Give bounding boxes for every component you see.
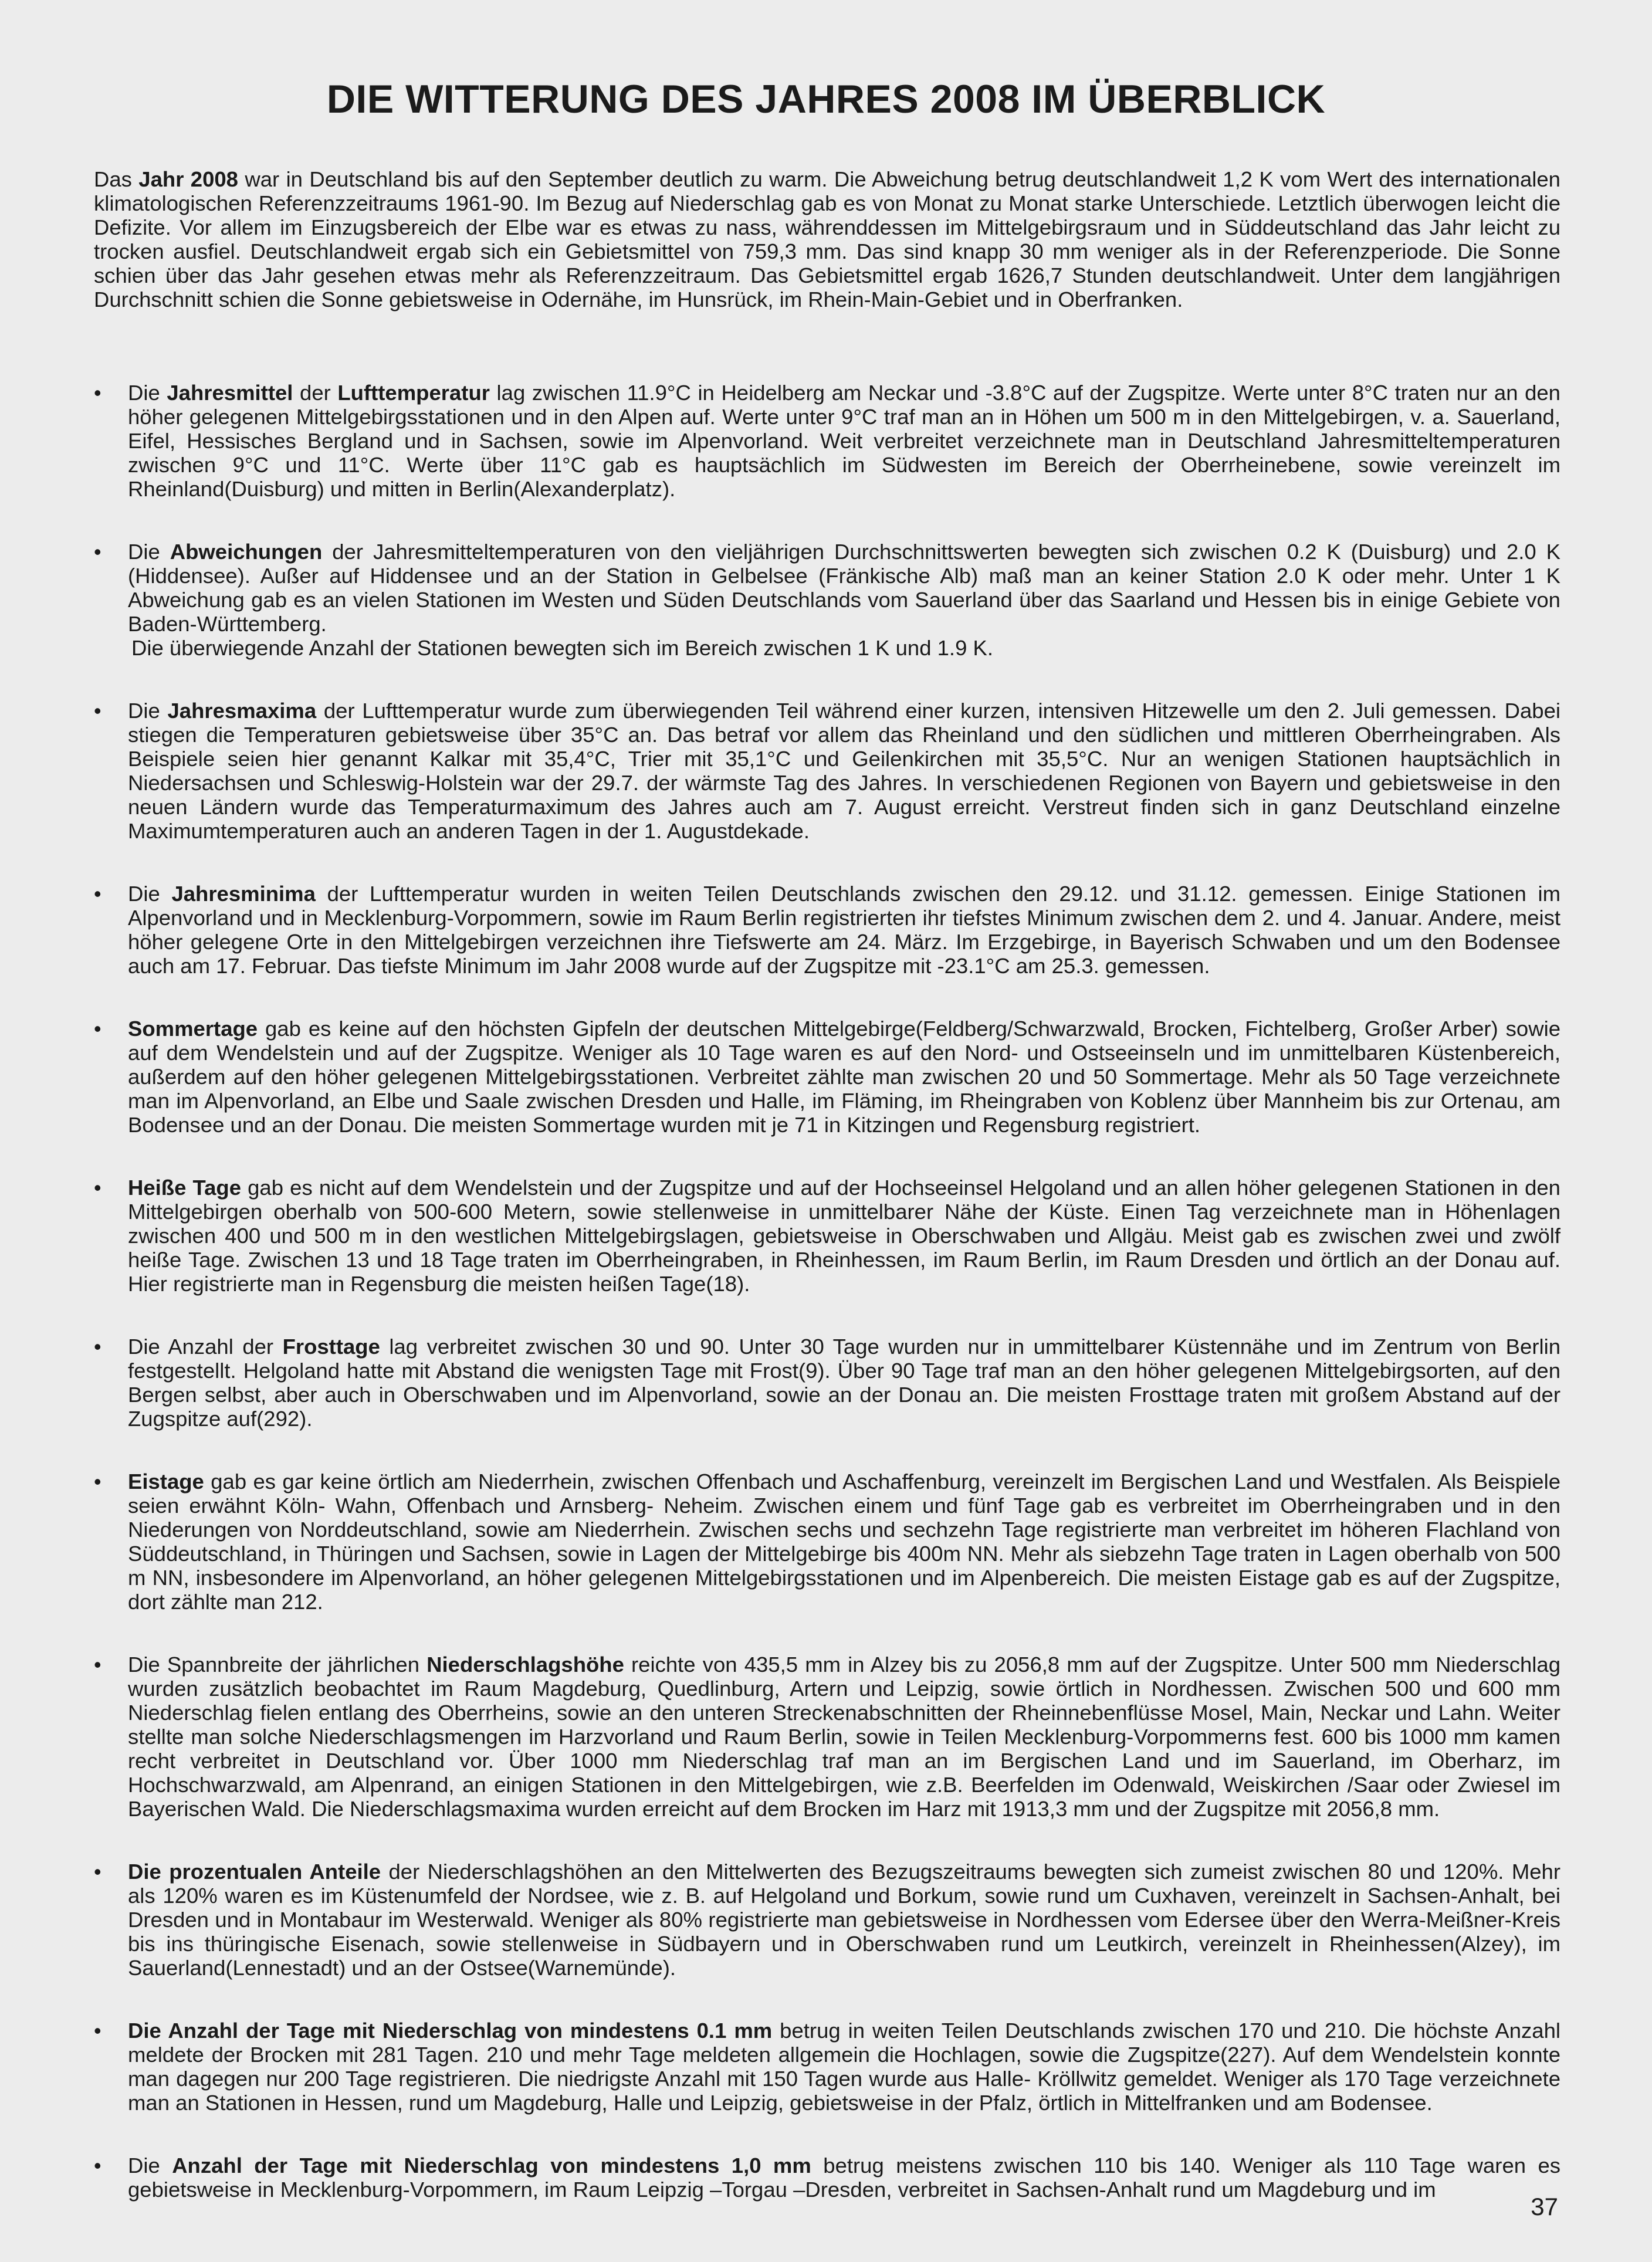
bullet-icon: • [94,1469,101,1494]
item-text: lag verbreitet zwischen 30 und 90. Unter 30 Tage wurden nur in ummittelbarer Küstennähe und im Zentrum von Berlin festgestellt. Helgoland hatte mit Abstand die wenigsten Tage mit Frost(9). Über 90 Tage traf man an den höher gelegenen Mittelgebirgsorten, auf den Bergen selbst, aber auch in Oberschwaben und im Alpenvorland, sowie an der Donau an. Die meisten Frosttage traten mit großem Abstand auf der Zugspitze auf(292). [128,1335,1560,1431]
item-bold: Frosttage [282,1335,380,1359]
intro-text-pre: Das [94,167,139,191]
item-text: gab es nicht auf dem Wendelstein und der Zugspitze und auf der Hochseeinsel Helgoland und an allen höher gelegenen Stationen in den Mittelgebirgen oberhalb von 500-600 Metern, sowie stellenweise in unmittelbarer Nähe der Küste. Einen Tag verzeichnete man in Höhenlagen zwischen 400 und 500 m in den westlichen Mittelgebirgslagen, gebietsweise in Oberschwaben und Allgäu. Meist gab es zwischen zwei und zwölf heiße Tage. Zwischen 13 und 18 Tage traten im Oberrheingraben, in Rheinhessen, im Raum Berlin, im Raum Dresden und örtlich an der Donau auf. Hier registrierte man in Regensburg die meisten heißen Tage(18). [128,1176,1560,1296]
page-number: 37 [1531,2193,1558,2220]
list-item-jahresminima [94,882,1560,978]
item-text: der Jahresmitteltemperaturen von den vieljährigen Durchschnittswerten bewegten sich zwischen 0.2 K (Duisburg) und 2.0 K (Hiddensee). Außer auf Hiddensee und an der Station in Gelbelsee (Fränkische Alb) maß man an keiner Station 2.0 K oder mehr. Unter 1 K Abweichung gab es an vielen Stationen im Westen und Süden Deutschlands vom Sauerland über das Saarland und Hessen bis in einige Gebiete von Baden-Württemberg. [128,540,1560,636]
item-bold: Niederschlagshöhe [426,1653,624,1677]
list-item-tage-niederschlag-10 [94,2153,1560,2202]
item-text: betrug meistens zwischen 110 bis 140. Weniger als 110 Tage waren es gebietsweise in Mecklenburg-Vorpommern, im Raum Leipzig –Torgau –Dresden, verbreitet in Sachsen-Anhalt rund um Magdeburg und im [128,2153,1561,2202]
item-bold: Abweichungen [170,540,323,564]
bullet-icon: • [94,2019,101,2043]
list-item-eistage [94,1469,1560,1614]
item-bold: Die prozentualen Anteile [128,1860,381,1884]
item-text-pre: Die [128,699,168,723]
item-text-pre: Die [128,381,167,405]
item-text: gab es keine auf den höchsten Gipfeln der deutschen Mittelgebirge(Feldberg/Schwarzwald, Brocken, Fichtelberg, Großer Arber) sowie auf dem Wendelstein und auf der Zugspitze. Weniger als 10 Tage waren es auf den Nord- und Ostseeinseln und im unmittelbaren Küstenbereich, außerdem auf den höher gelegenen Mittelgebirgsstationen. Verbreitet zählte man zwischen 20 und 50 Sommertage. Mehr als 50 Tage verzeichnete man im Alpenvorland, an Elbe und Saale zwischen Dresden und Halle, im Fläming, im Rheingraben von Koblenz über Mannheim bis zur Ortenau, am Bodensee und an der Donau. Die meisten Sommertage wurden mit je 71 in Kitzingen und Regensburg registriert. [128,1017,1560,1137]
item-bold: Die Anzahl der Tage mit Niederschlag von mindestens 0.1 mm [128,2019,773,2043]
document-body [94,167,1560,2240]
bullet-icon: • [94,381,101,405]
bullet-icon: • [94,699,101,723]
list-item-jahresmaxima [94,699,1560,843]
intro-text: war in Deutschland bis auf den September deutlich zu warm. Die Abweichung betrug deutschlandweit 1,2 K vom Wert des internationalen klimatologischen Referenzzeitraums 1961-90. Im Bezug auf Niederschlag gab es von Monat zu Monat starke Unterschiede. Letztlich überwogen leicht die Defizite. Vor allem im Einzugsbereich der Elbe war es etwas zu nass, währenddessen im Mittelgebirgsraum und in Süddeutschland das Jahr leicht zu trocken ausfiel. Deutschlandweit ergab sich ein Gebietsmittel von 759,3 mm. Das sind knapp 30 mm weniger als in der Referenzperiode. Die Sonne schien über das Jahr gesehen etwas mehr als Referenzzeitraum. Das Gebietsmittel ergab 1626,7 Stunden deutschlandweit. Unter dem langjährigen Durchschnitt schien die Sonne gebietsweise in Odernähe, im Hunsrück, im Rhein-Main-Gebiet und in Oberfranken. [94,167,1560,311]
page-title: DIE WITTERUNG DES JAHRES 2008 IM ÜBERBLICK [326,77,1326,121]
item-text-pre: Die [128,2153,172,2178]
item-text-pre: Die [128,540,170,564]
bullet-icon: • [94,882,101,906]
item-bold: Jahresmittel [167,381,293,405]
item-extra-line: Die überwiegende Anzahl der Stationen bewegten sich im Bereich zwischen 1 K und 1.9 K. [131,636,994,660]
list-item-sommertage [94,1017,1560,1137]
bullet-icon: • [94,1335,101,1359]
item-text-pre: Die Spannbreite der jährlichen [128,1653,427,1677]
list-item-frosttage [94,1335,1560,1431]
item-text: der Lufttemperatur wurden in weiten Teilen Deutschlands zwischen den 29.12. und 31.12. gemessen. Einige Stationen im Alpenvorland und in Mecklenburg-Vorpommern, sowie im Raum Berlin registrierten ihr tiefstes Minimum zwischen dem 2. und 4. Januar. Andere, meist höher gelegene Orte in den Mittelgebirgen verzeichnen ihre Tiefswerte am 24. März. Im Erzgebirge, in Bayerisch Schwaben und um den Bodensee auch am 17. Februar. Das tiefste Minimum im Jahr 2008 wurde auf der Zugspitze mit -23.1°C am 25.3. gemessen. [128,882,1560,978]
list-item-niederschlagshoehe [94,1653,1560,1821]
list-item-abweichungen [94,540,1560,660]
item-text: reichte von 435,5 mm in Alzey bis zu 2056,8 mm auf der Zugspitze. Unter 500 mm Niederschlag wurden zusätzlich beobachtet im Raum Magdeburg, Quedlinburg, Artern und Leipzig, sowie örtlich in Nordhessen. Zwischen 500 und 600 mm Niederschlag fielen entlang des Oberrheins, sowie an den unteren Streckenabschnitten der Rheinnebenflüsse Mosel, Main, Neckar und Lahn. Weiter stellte man solche Niederschlagsmengen im Harzvorland und Raum Berlin, sowie in Teilen Mecklenburg-Vorpommerns fest. 600 bis 1000 mm kamen recht verbreitet in Deutschland vor. Über 1000 mm Niederschlag traf man an im Bergischen Land und im Sauerland, im Oberharz, im Hochschwarzwald, am Alpenrand, an einigen Stationen in den Mittelgebirgen, wie z.B. Beerfelden im Odenwald, Weiskirchen /Saar oder Zwiesel im Bayerischen Wald. Die Niederschlagsmaxima wurden erreicht auf dem Brocken im Harz mit 1913,3 mm und der Zugspitze mit 2056,8 mm. [128,1653,1560,1821]
list-item-tage-niederschlag-01 [94,2019,1560,2115]
bullet-icon: • [94,540,101,564]
item-text: betrug in weiten Teilen Deutschlands zwischen 170 und 210. Die höchste Anzahl meldete der Brocken mit 281 Tagen. 210 und mehr Tage meldeten allgemein die Hochlagen, sowie die Zugspitze(227). Auf dem Wendelstein konnte man dagegen nur 200 Tage registrieren. Die niedrigste Anzahl mit 150 Tagen wurde aus Halle- Kröllwitz gemeldet. Weniger als 170 Tage verzeichnete man an Stationen in Hessen, rund um Magdeburg, Halle und Leipzig, gebietsweise in der Pfalz, örtlich in Mittelfranken und am Bodensee. [128,2019,1560,2115]
item-bold-2: Lufttemperatur [337,381,490,405]
bullet-icon: • [94,1860,101,1884]
bullet-list [94,381,1560,2202]
item-text-pre: Die Anzahl der [128,1335,283,1359]
item-bold: Jahresminima [171,882,316,906]
list-item-heisse-tage [94,1176,1560,1296]
item-text: der Lufttemperatur wurde zum überwiegenden Teil während einer kurzen, intensiven Hitzewelle um den 2. Juli gemessen. Dabei stiegen die Temperaturen gebietsweise über 35°C an. Das betraf vor allem das Rheinland und den südlichen und mittleren Oberrheingraben. Als Beispiele seien hier genannt Kalkar mit 35,4°C, Trier mit 35,1°C und Geilenkirchen mit 35,5°C. Nur an wenigen Stationen hauptsächlich in Niedersachsen und Schleswig-Holstein war der 29.7. der wärmste Tag des Jahres. In verschiedenen Regionen von Bayern und gebietsweise in den neuen Ländern wurde das Temperaturmaximum des Jahres auch am 7. August erreicht. Verstreut finden sich in ganz Deutschland einzelne Maximumtemperaturen auch an anderen Tagen in der 1. Augustdekade. [128,699,1560,843]
item-bold: Sommertage [128,1017,258,1041]
list-item-jahresmittel [94,381,1560,501]
list-item-prozentuale-anteile [94,1860,1560,1980]
bullet-icon: • [94,1017,101,1041]
bullet-icon: • [94,1653,101,1677]
item-bold: Jahresmaxima [167,699,317,723]
intro-bold: Jahr 2008 [138,167,238,191]
bullet-icon: • [94,1176,101,1200]
item-bold: Eistage [128,1469,204,1494]
item-text: gab es gar keine örtlich am Niederrhein, zwischen Offenbach und Aschaffenburg, vereinzelt im Bergischen Land und Westfalen. Als Beispiele seien erwähnt Köln- Wahn, Offenbach und Arnsberg- Neheim. Zwischen einem und fünf Tage gab es verbreitet im Oberrheingraben und in den Niederungen von Norddeutschland, sowie am Niederrhein. Zwischen sechs und sechzehn Tage registrierte man verbreitet im höheren Flachland von Süddeutschland, in Thüringen und Sachsen, sowie in Lagen der Mittelgebirge bis 400m NN. Mehr als siebzehn Tage traten in Lagen oberhalb von 500 m NN, insbesondere im Alpenvorland, an höher gelegenen Mittelgebirgsstationen und im Alpenbereich. Die meisten Eistage gab es auf der Zugspitze, dort zählte man 212. [128,1469,1560,1614]
item-text-mid: der [293,381,338,405]
item-bold: Anzahl der Tage mit Niederschlag von mindestens 1,0 mm [172,2153,811,2178]
bullet-icon: • [94,2153,101,2178]
item-text: lag zwischen 11.9°C in Heidelberg am Neckar und -3.8°C auf der Zugspitze. Werte unter 8°C traten nur an den höher gelegenen Mittelgebirgsstationen und in den Alpen auf. Werte unter 9°C traf man an in Höhen um 500 m in den Mittelgebirgen, v. a. Sauerland, Eifel, Hessisches Bergland und in Sachsen, sowie im Alpenvorland. Weit verbreitet verzeichnete man in Deutschland Jahresmitteltemperaturen zwischen 9°C und 11°C. Werte über 11°C gab es hauptsächlich im Südwesten im Bereich der Oberrheinebene, sowie vereinzelt im Rheinland(Duisburg) und mitten in Berlin(Alexanderplatz). [128,381,1560,501]
item-bold: Heiße Tage [128,1176,241,1200]
item-text: der Niederschlagshöhen an den Mittelwerten des Bezugszeitraums bewegten sich zumeist zwischen 80 und 120%. Mehr als 120% waren es im Küstenumfeld der Nordsee, wie z. B. auf Helgoland und Borkum, sowie rund um Cuxhaven, vereinzelt in Sachsen-Anhalt, bei Dresden und in Montabaur im Westerwald. Weniger als 80% registrierte man gebietsweise in Nordhessen vom Edersee über den Werra-Meißner-Kreis bis ins thüringische Eisenach, sowie stellenweise in Südbayern und in Oberschwaben rund um Leutkirch, vereinzelt in Rheinhessen(Alzey), im Sauerland(Lennestadt) und an der Ostsee(Warnemünde). [128,1860,1560,1980]
item-text-pre: Die [128,882,172,906]
intro-paragraph [94,167,1560,311]
